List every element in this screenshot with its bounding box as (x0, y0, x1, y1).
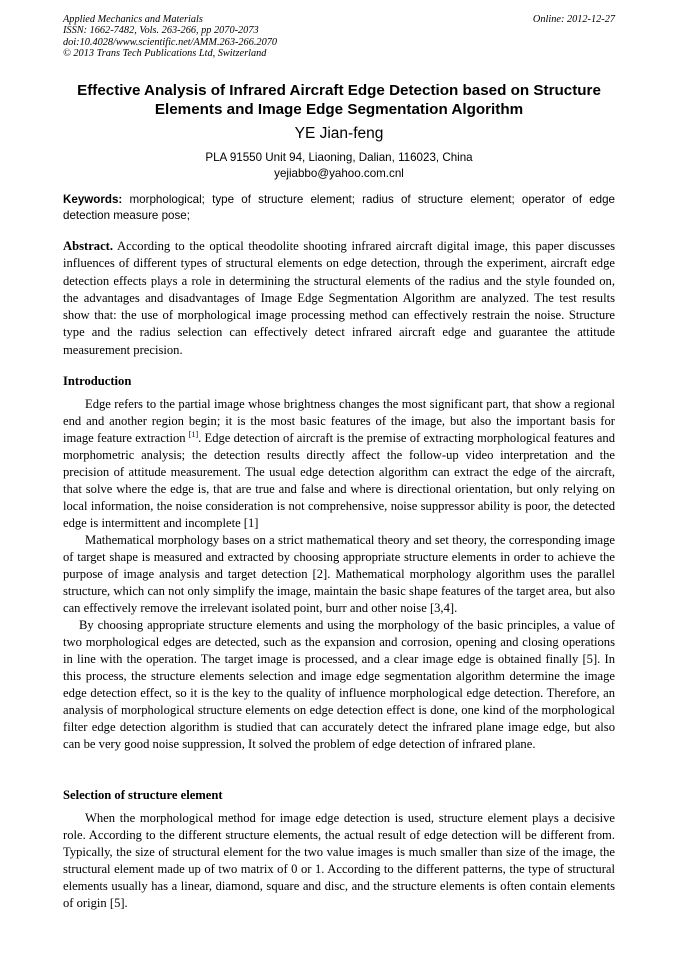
journal-header (63, 14, 615, 59)
affiliation-block (40, 150, 638, 182)
issn-line: ISSN: 1662-7482, Vols. 263-266, pp 2070-2073 (63, 25, 259, 37)
introduction-body (63, 396, 615, 753)
introduction-paragraph-3: By choosing appropriate structure elements and using the morphology of the basic principles, a value of two morphological edges are detected, such as the expansion and corrosion, opening and closing operations in line with the operation. The target image is processed, and a clear image edge is obtained finally [5]. In this process, the structure elements selection and image edge segmentation algorithm determine the image edge detection effect, so it is the key to the quality of influence morphological edge detection. Therefore, an analysis of morphological structure elements on edge detection effect is done, one kind of the morphological filter edge detection algorithm is studied that can accurately detect the infrared plane image edge, but also can be very good noise suppression, It solved the problem of edge detection of infrared plane. (63, 618, 615, 751)
abstract (63, 238, 615, 359)
citation-1: [1] (188, 430, 199, 439)
author-name: YE Jian-feng (294, 125, 384, 142)
selection-paragraph-1: When the morphological method for image edge detection is used, structure element plays a decisive role. According to the different structure elements, the actual result of edge detection will be different from. Typically, the size of structural element for the two value images is much smaller than size of the image, the structural element made up of two matrix of 0 or 1. According to the different patterns, the type of structural elements usually has a linear, diamond, square and disc, and the structure elements is often contain elements of origin [5]. (63, 811, 615, 910)
title-line-1: Effective Analysis of Infrared Aircraft Edge Detection based on Structure (77, 82, 601, 99)
affiliation: PLA 91550 Unit 94, Liaoning, Dalian, 116023, China (205, 151, 473, 164)
intro-p1-text-a: Edge refers to the partial image whose brightness changes the most significant part, that show a regional end and another region begin; it is the most basic features of the image, but also the important basis for image feature extraction (63, 397, 615, 445)
selection-heading: Selection of structure element (63, 788, 223, 802)
keywords (63, 192, 615, 224)
intro-p1-text-b: . Edge detection of aircraft is the premise of extracting morphological features and morphometric analysis; the detection results directly affect the follow-up video interpretation and the precision of attitude measurement. The usual edge detection algorithm can extract the edge of the aircraft, that solve where the edge is, that are true and false and where is directional orientation, but only relying on local information, the noise consideration is not comprehensive, noise suppressor ability is poor, the detected edge is intermittent and incomplete [1] (63, 431, 615, 530)
paper-title (40, 81, 638, 119)
journal-name: Applied Mechanics and Materials (63, 14, 203, 25)
author-email: yejiabbo@yahoo.com.cnl (274, 167, 404, 180)
keywords-text: morphological; type of structure element; radius of structure element; operator of edge detection measure pose; (63, 193, 615, 222)
title-line-2: Elements and Image Edge Segmentation Algorithm (154, 101, 524, 118)
copyright-line: © 2013 Trans Tech Publications Ltd, Switzerland (63, 47, 267, 59)
doi-line: doi:10.4028/www.scientific.net/AMM.263-266.2070 (63, 36, 278, 48)
online-date: Online: 2012-12-27 (532, 14, 615, 25)
abstract-text: According to the optical theodolite shooting infrared aircraft digital image, this paper discusses influences of different types of structural elements on edge detection, through the experiment, aircraft edge detection effects plays a role in determining the structural elements of the radius and the style founded on, the advantages and disadvantages of Image Edge Segmentation Algorithm are analyzed. The test results show that: the use of morphological image processing method can effectively restrain the noise. Structure type and the radius selection can effectively detect infrared aircraft edge and guarantee the attitude measurement precision. (63, 239, 615, 357)
abstract-label: Abstract. (63, 239, 114, 253)
introduction-paragraph-1 (63, 396, 615, 532)
introduction-heading: Introduction (63, 374, 132, 388)
selection-body (63, 810, 615, 912)
introduction-paragraph-2: Mathematical morphology bases on a strict mathematical theory and set theory, the corresponding image of target shape is measured and extracted by choosing appropriate structure elements in order to achieve the purpose of image analysis and target detection [2]. Mathematical morphology algorithm uses the parallel structure, which can not only simplify the image, maintain the basic shape features of the target area, but also can effectively remove the irrelevant isolated point, burr and other noise [3,4]. (63, 533, 615, 615)
keywords-label: Keywords: (63, 193, 123, 206)
